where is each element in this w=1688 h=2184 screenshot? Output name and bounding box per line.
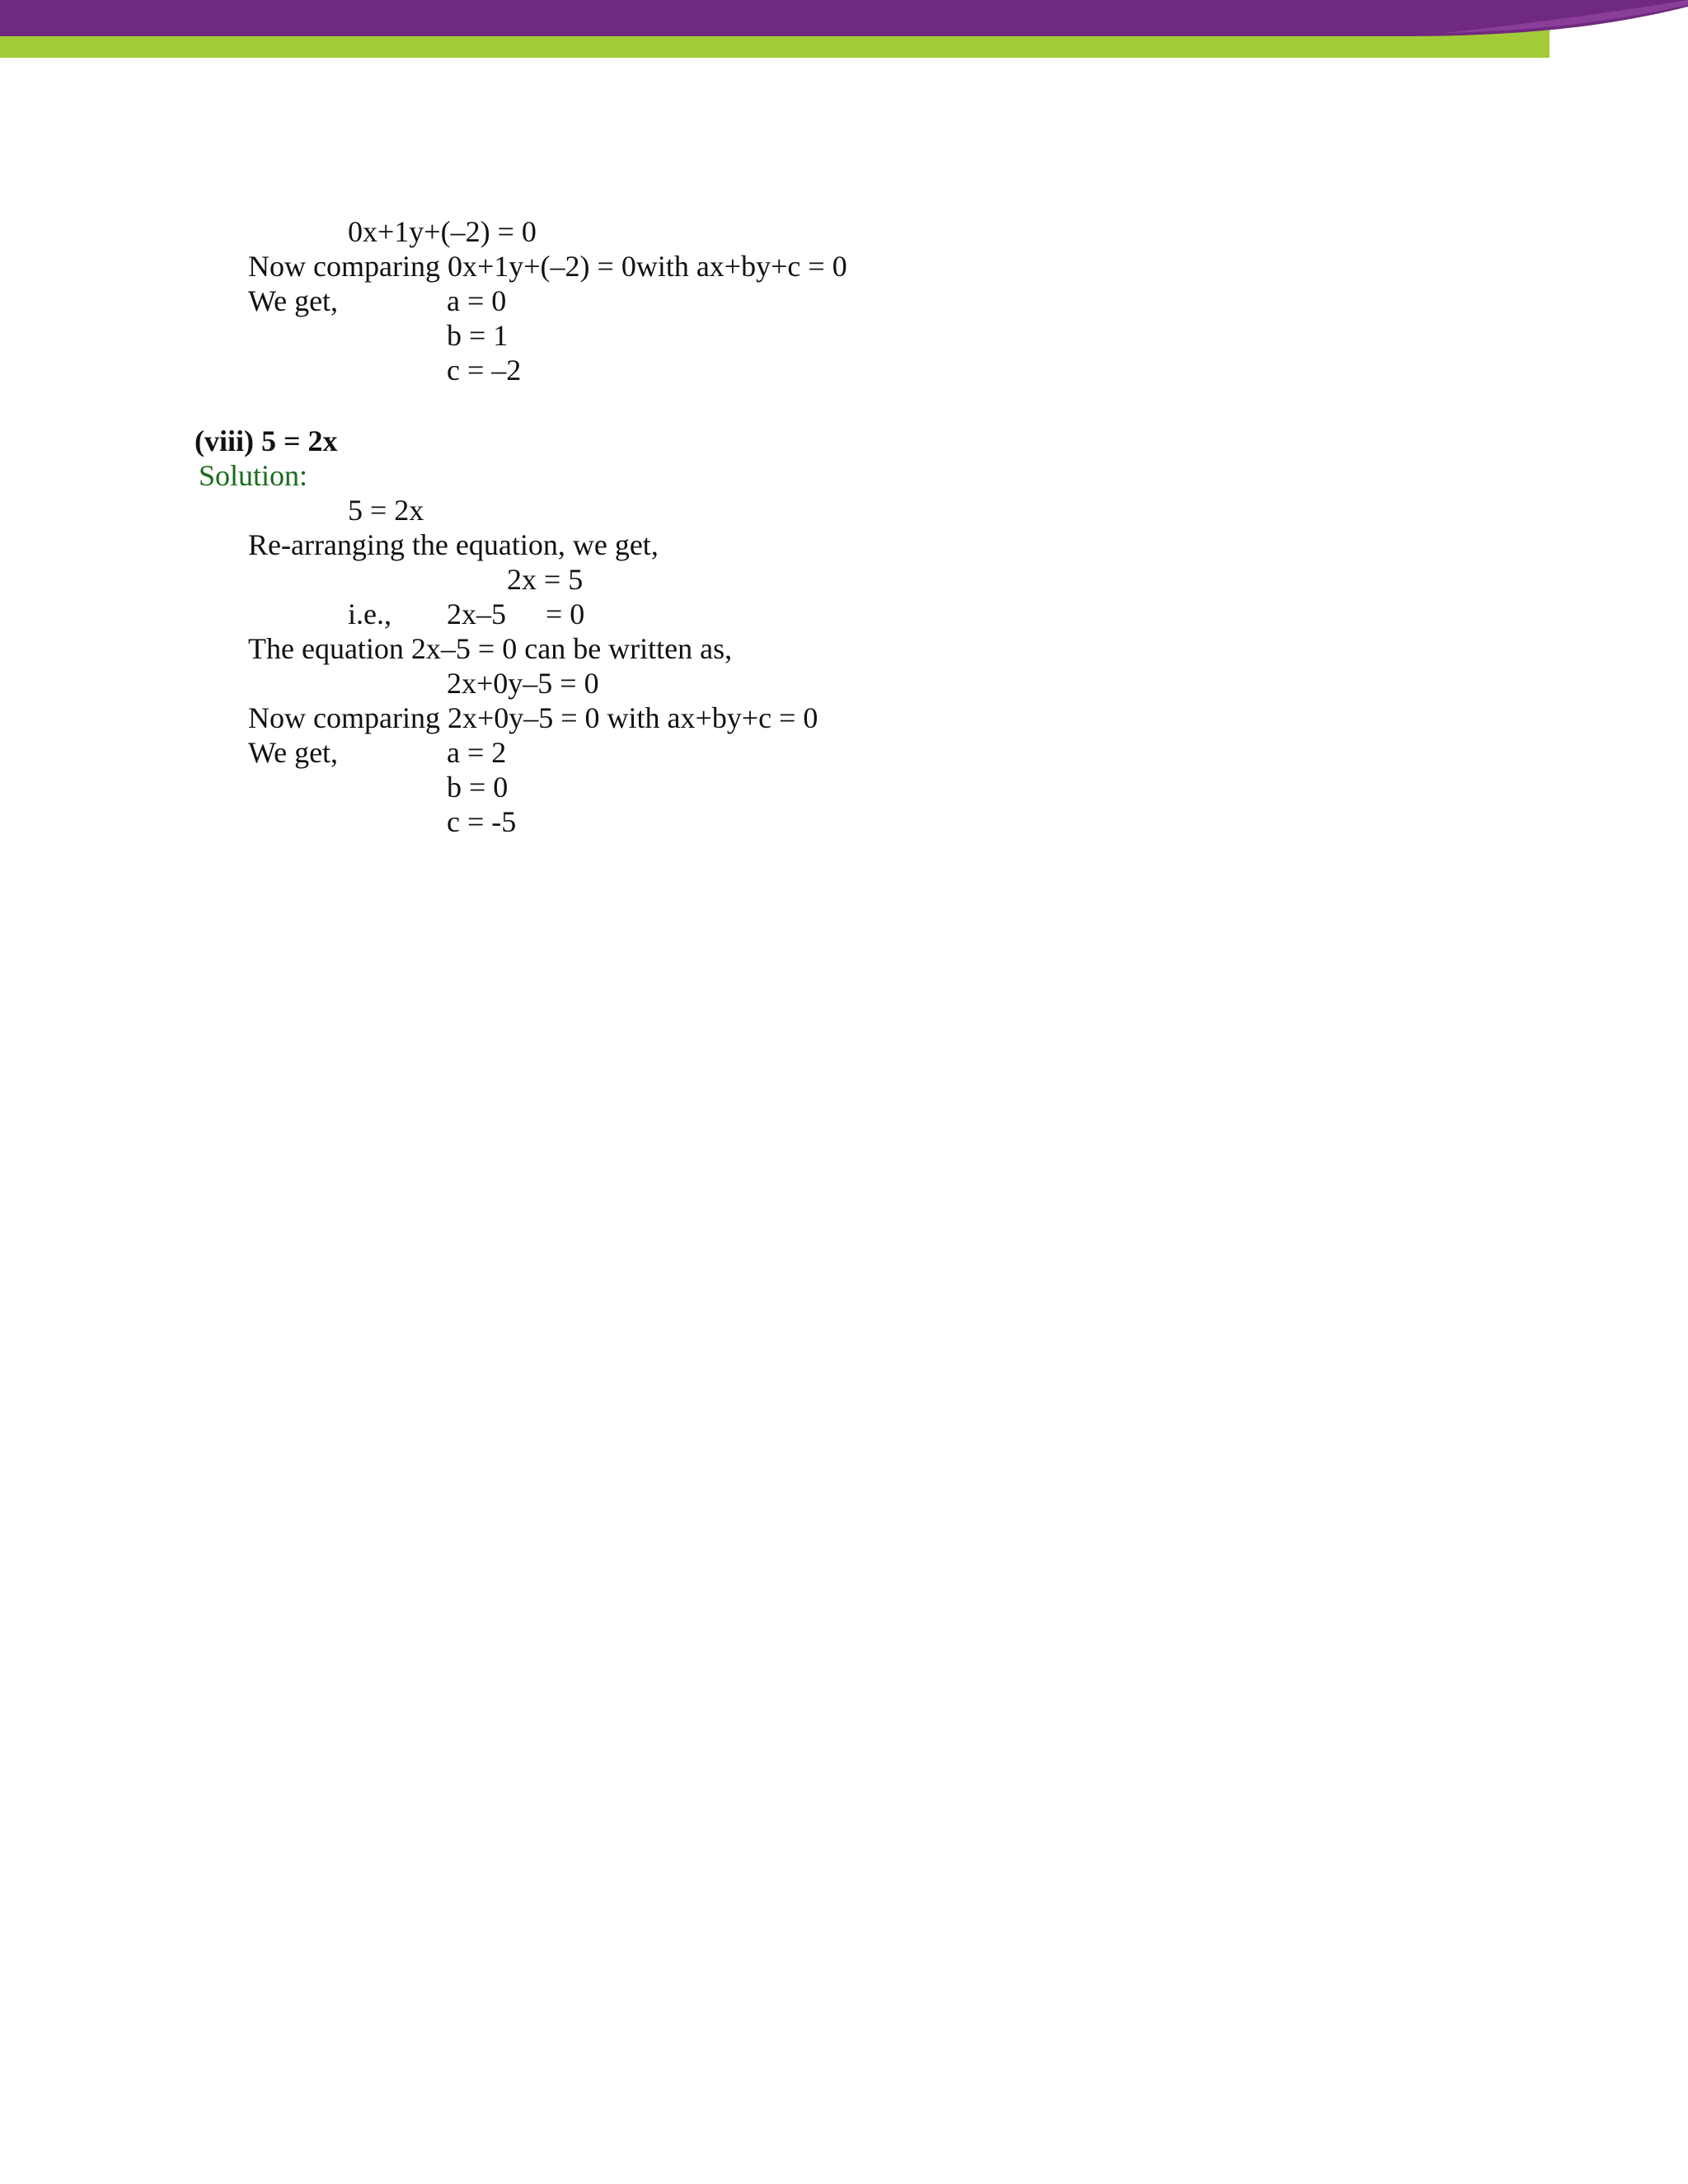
given-equation: 5 = 2x (348, 494, 424, 527)
header-purple-band (0, 0, 1688, 36)
question-heading: (viii) 5 = 2x (195, 424, 338, 457)
we-get-label: We get, (248, 284, 339, 317)
equation-line: 0x+1y+(–2) = 0 (348, 215, 537, 248)
coefficient-a: a = 0 (447, 284, 507, 317)
ie-label: i.e., (348, 598, 392, 630)
we-get-label: We get, (248, 736, 339, 769)
coefficient-b: b = 0 (447, 771, 509, 804)
coefficient-a: a = 2 (447, 736, 507, 769)
comparison-line: Now comparing 0x+1y+(–2) = 0with ax+by+c = 0 (248, 250, 847, 283)
header-banner (0, 0, 1688, 66)
coefficient-b: b = 1 (447, 319, 509, 352)
coefficient-c: c = –2 (447, 354, 522, 387)
step-equation-lhs: 2x–5 (447, 598, 506, 630)
step-equation-rhs: = 0 (546, 598, 585, 630)
standard-form-equation: 2x+0y–5 = 0 (447, 667, 599, 700)
comparison-line: Now comparing 2x+0y–5 = 0 with ax+by+c = 0 (248, 701, 818, 734)
written-as-text: The equation 2x–5 = 0 can be written as, (248, 632, 733, 665)
solution-label: Solution: (199, 459, 308, 492)
step-equation: 2x = 5 (507, 563, 584, 596)
rearrange-text: Re-arranging the equation, we get, (248, 528, 659, 561)
coefficient-c: c = -5 (447, 805, 517, 838)
